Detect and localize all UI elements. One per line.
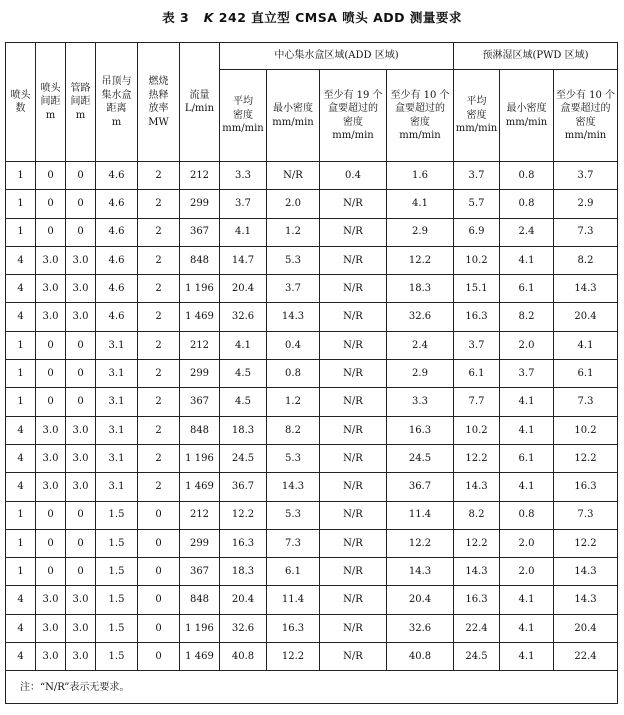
table-cell: N/R [320, 473, 387, 501]
table-cell: N/R [320, 444, 387, 472]
table-cell: N/R [320, 643, 387, 671]
table-cell: 16.3 [220, 529, 267, 557]
table-cell: 2.0 [500, 558, 554, 586]
table-cell: 12.2 [454, 444, 500, 472]
table-cell: 1 196 [180, 614, 220, 642]
table-cell: 4.6 [96, 162, 138, 190]
table-cell: 14.3 [554, 586, 618, 614]
table-cell: 4.6 [96, 246, 138, 274]
table-cell: 20.4 [554, 614, 618, 642]
table-cell: 0 [36, 190, 66, 218]
table-cell: 20.4 [387, 586, 454, 614]
table-cell: 6.1 [554, 360, 618, 388]
table-cell: 1 [6, 529, 36, 557]
table-cell: 0 [36, 162, 66, 190]
table-cell: 3.1 [96, 331, 138, 359]
table-cell: N/R [320, 275, 387, 303]
table-cell: 1.5 [96, 586, 138, 614]
table-cell: N/R [320, 388, 387, 416]
table-cell: 0 [138, 614, 180, 642]
table-cell: 3.0 [66, 246, 96, 274]
table-cell: 848 [180, 246, 220, 274]
table-cell: 4 [6, 275, 36, 303]
table-cell: 2.9 [387, 218, 454, 246]
table-row [6, 529, 618, 557]
table-title-text: 242 直立型 CMSA 喷头 ADD 测量要求 [218, 10, 462, 25]
table-cell: 2 [138, 331, 180, 359]
header-pwd-average: 平均 密度 mm/min [454, 70, 500, 162]
table-cell: 20.4 [220, 586, 267, 614]
table-cell: 14.3 [454, 473, 500, 501]
table-cell: 212 [180, 162, 220, 190]
table-cell: 0 [36, 558, 66, 586]
table-note: 注：“N/R”表示无要求。 [6, 671, 618, 704]
table-row [6, 218, 618, 246]
table-cell: 15.1 [454, 275, 500, 303]
table-cell: 1 [6, 360, 36, 388]
table-cell: 3.0 [36, 586, 66, 614]
header-pwd-10-boxes: 至少有 10 个 盒要超过的 密度 mm/min [554, 70, 618, 162]
table-cell: 1 [6, 162, 36, 190]
table-cell: 40.8 [387, 643, 454, 671]
table-cell: 8.2 [454, 501, 500, 529]
table-cell: 4.5 [220, 360, 267, 388]
table-cell: 4 [6, 473, 36, 501]
table-cell: 0 [36, 501, 66, 529]
header-add-region: 中心集水盒区域(ADD 区域) [220, 43, 454, 70]
table-cell: N/R [320, 190, 387, 218]
table-cell: 2 [138, 275, 180, 303]
table-cell: 40.8 [220, 643, 267, 671]
table-cell: 1.5 [96, 558, 138, 586]
table-cell: 4.6 [96, 190, 138, 218]
table-row [6, 190, 618, 218]
table-cell: 0 [138, 558, 180, 586]
table-cell: 8.2 [500, 303, 554, 331]
table-cell: 14.3 [267, 473, 320, 501]
table-row [6, 162, 618, 190]
table-cell: 2 [138, 218, 180, 246]
table-cell: 0 [66, 558, 96, 586]
table-cell: 4.1 [500, 246, 554, 274]
table-cell: 3.3 [220, 162, 267, 190]
table-cell: 4.1 [220, 331, 267, 359]
table-cell: 10.2 [554, 416, 618, 444]
table-cell: 2.9 [387, 360, 454, 388]
table-cell: 3.0 [36, 303, 66, 331]
table-row [6, 558, 618, 586]
table-cell: 32.6 [220, 614, 267, 642]
table-cell: 2 [138, 473, 180, 501]
table-cell: 12.2 [387, 529, 454, 557]
table-cell: 0 [66, 529, 96, 557]
table-cell: 36.7 [387, 473, 454, 501]
header-nozzle-count: 喷头 数 [6, 43, 36, 162]
table-cell: N/R [320, 360, 387, 388]
table-cell: 6.1 [500, 275, 554, 303]
table-cell: 0 [66, 331, 96, 359]
table-cell: 0.4 [320, 162, 387, 190]
table-cell: 14.3 [267, 303, 320, 331]
table-row [6, 303, 618, 331]
table-cell: 0 [66, 388, 96, 416]
table-cell: 3.0 [66, 614, 96, 642]
table-cell: 0.8 [500, 190, 554, 218]
add-measurement-table [5, 42, 618, 704]
table-cell: 0.4 [267, 331, 320, 359]
table-cell: N/R [320, 416, 387, 444]
table-cell: 10.2 [454, 246, 500, 274]
table-cell: 1.6 [387, 162, 454, 190]
table-cell: 0 [36, 529, 66, 557]
table-cell: 14.3 [554, 275, 618, 303]
table-cell: 12.2 [220, 501, 267, 529]
table-cell: 16.3 [454, 586, 500, 614]
table-row [6, 416, 618, 444]
table-row [6, 388, 618, 416]
table-cell: 4.6 [96, 218, 138, 246]
table-cell: 1.2 [267, 388, 320, 416]
table-cell: 4.6 [96, 303, 138, 331]
table-cell: 0.8 [500, 162, 554, 190]
table-cell: 14.3 [454, 558, 500, 586]
table-row [6, 473, 618, 501]
table-cell: 0.8 [500, 501, 554, 529]
k-factor-symbol: K [203, 10, 214, 25]
table-cell: 12.2 [554, 444, 618, 472]
table-cell: N/R [320, 586, 387, 614]
table-cell: 848 [180, 586, 220, 614]
table-cell: 0 [138, 529, 180, 557]
table-cell: 1 [6, 190, 36, 218]
table-cell: 3.1 [96, 360, 138, 388]
table-cell: 12.2 [554, 529, 618, 557]
table-cell: 8.2 [267, 416, 320, 444]
table-cell: 4.1 [554, 331, 618, 359]
table-cell: 4.1 [500, 416, 554, 444]
table-cell: N/R [320, 529, 387, 557]
table-body [6, 162, 618, 671]
table-cell: 18.3 [220, 558, 267, 586]
header-add-average: 平均 密度 mm/min [220, 70, 267, 162]
table-cell: 2 [138, 162, 180, 190]
table-cell: 18.3 [387, 275, 454, 303]
table-row [6, 444, 618, 472]
table-cell: 0 [138, 586, 180, 614]
table-cell: 299 [180, 529, 220, 557]
table-cell: 3.0 [36, 275, 66, 303]
table-cell: 1 [6, 558, 36, 586]
table-cell: 4.1 [387, 190, 454, 218]
table-cell: 7.3 [267, 529, 320, 557]
table-cell: 1.5 [96, 501, 138, 529]
table-cell: 24.5 [387, 444, 454, 472]
table-cell: 0 [36, 388, 66, 416]
table-cell: 4 [6, 246, 36, 274]
table-cell: 3.7 [220, 190, 267, 218]
table-cell: 3.7 [500, 360, 554, 388]
table-cell: N/R [320, 501, 387, 529]
table-cell: 0 [66, 501, 96, 529]
table-cell: 0 [36, 218, 66, 246]
table-cell: 299 [180, 360, 220, 388]
table-row [6, 501, 618, 529]
table-cell: 3.0 [36, 614, 66, 642]
table-cell: 1 [6, 331, 36, 359]
table-cell: 4.1 [220, 218, 267, 246]
table-cell: 4.1 [500, 586, 554, 614]
table-cell: 32.6 [387, 303, 454, 331]
table-cell: 2.0 [267, 190, 320, 218]
table-cell: 2.4 [387, 331, 454, 359]
table-cell: 32.6 [220, 303, 267, 331]
table-cell: 1 [6, 388, 36, 416]
table-cell: 212 [180, 331, 220, 359]
table-cell: 36.7 [220, 473, 267, 501]
table-cell: 14.3 [554, 558, 618, 586]
table-row [6, 246, 618, 274]
header-pwd-region: 预淋湿区域(PWD 区域) [454, 43, 618, 70]
table-cell: 0 [66, 162, 96, 190]
table-cell: 0 [66, 190, 96, 218]
table-cell: 1 [6, 218, 36, 246]
table-row [6, 331, 618, 359]
table-cell: 1.2 [267, 218, 320, 246]
table-cell: 0 [36, 331, 66, 359]
table-cell: 0 [138, 643, 180, 671]
table-cell: 4 [6, 303, 36, 331]
table-cell: 3.1 [96, 473, 138, 501]
table-cell: 4.5 [220, 388, 267, 416]
table-cell: 1.5 [96, 614, 138, 642]
table-cell: 10.2 [454, 416, 500, 444]
table-cell: 6.1 [500, 444, 554, 472]
table-cell: 1 469 [180, 303, 220, 331]
table-row [6, 614, 618, 642]
table-cell: 4 [6, 614, 36, 642]
table-cell: 12.2 [267, 643, 320, 671]
table-title [0, 8, 624, 26]
table-cell: 4.1 [500, 473, 554, 501]
table-cell: N/R [320, 303, 387, 331]
table-row [6, 643, 618, 671]
table-cell: 4.1 [500, 614, 554, 642]
table-cell: 367 [180, 558, 220, 586]
table-cell: 7.3 [554, 501, 618, 529]
table-cell: 2.4 [500, 218, 554, 246]
header-pwd-minimum: 最小密度 mm/min [500, 70, 554, 162]
table-cell: 4.6 [96, 275, 138, 303]
header-pipe-spacing: 管路 间距 m [66, 43, 96, 162]
table-cell: 3.1 [96, 444, 138, 472]
table-cell: 18.3 [220, 416, 267, 444]
table-cell: N/R [320, 331, 387, 359]
table-cell: 2 [138, 360, 180, 388]
table-cell: 5.3 [267, 246, 320, 274]
table-cell: 3.0 [36, 444, 66, 472]
table-cell: 20.4 [554, 303, 618, 331]
table-cell: 16.3 [387, 416, 454, 444]
table-cell: 3.0 [36, 416, 66, 444]
table-cell: 299 [180, 190, 220, 218]
table-cell: 0 [66, 360, 96, 388]
table-cell: 7.7 [454, 388, 500, 416]
table-cell: 2 [138, 416, 180, 444]
table-cell: 6.1 [454, 360, 500, 388]
table-cell: 32.6 [387, 614, 454, 642]
header-add-19-boxes: 至少有 19 个 盒要超过的 密度 mm/min [320, 70, 387, 162]
table-cell: 5.3 [267, 501, 320, 529]
table-row [6, 275, 618, 303]
table-cell: N/R [320, 246, 387, 274]
table-cell: 3.7 [554, 162, 618, 190]
table-cell: 5.7 [454, 190, 500, 218]
table-cell: 0 [66, 218, 96, 246]
table-cell: 24.5 [454, 643, 500, 671]
table-cell: 11.4 [267, 586, 320, 614]
table-cell: 3.0 [66, 303, 96, 331]
table-cell: 5.3 [267, 444, 320, 472]
table-cell: 3.7 [267, 275, 320, 303]
table-cell: 3.0 [66, 444, 96, 472]
table-cell: N/R [320, 218, 387, 246]
table-row [6, 586, 618, 614]
table-cell: 4 [6, 643, 36, 671]
table-cell: 212 [180, 501, 220, 529]
table-cell: 1 196 [180, 444, 220, 472]
table-cell: 4 [6, 586, 36, 614]
table-cell: 1 469 [180, 473, 220, 501]
table-cell: 1 469 [180, 643, 220, 671]
table-cell: 1 [6, 501, 36, 529]
table-cell: 3.1 [96, 388, 138, 416]
table-cell: N/R [320, 558, 387, 586]
table-cell: N/R [320, 614, 387, 642]
header-flow: 流量 L/min [180, 43, 220, 162]
table-cell: 3.0 [66, 416, 96, 444]
table-cell: 2.0 [500, 529, 554, 557]
table-cell: 2.9 [554, 190, 618, 218]
header-add-minimum: 最小密度 mm/min [267, 70, 320, 162]
table-cell: 1.5 [96, 529, 138, 557]
table-cell: 2 [138, 388, 180, 416]
table-cell: 848 [180, 416, 220, 444]
table-cell: 16.3 [454, 303, 500, 331]
table-cell: 4 [6, 416, 36, 444]
header-heat-release: 燃烧 热释 放率 MW [138, 43, 180, 162]
table-cell: 1.5 [96, 643, 138, 671]
table-cell: 2 [138, 190, 180, 218]
table-cell: 0.8 [267, 360, 320, 388]
table-cell: 3.0 [66, 275, 96, 303]
table-cell: 24.5 [220, 444, 267, 472]
table-cell: 3.0 [66, 586, 96, 614]
table-cell: 367 [180, 388, 220, 416]
table-cell: 367 [180, 218, 220, 246]
table-cell: 3.0 [36, 643, 66, 671]
table-cell: 6.1 [267, 558, 320, 586]
table-number: 表 3 [162, 10, 190, 25]
table-cell: 1 196 [180, 275, 220, 303]
table-cell: 22.4 [454, 614, 500, 642]
table-cell: 7.3 [554, 388, 618, 416]
table-cell: 2 [138, 246, 180, 274]
table-cell: 7.3 [554, 218, 618, 246]
table-cell: 3.3 [387, 388, 454, 416]
table-cell: 0 [138, 501, 180, 529]
table-cell: 16.3 [554, 473, 618, 501]
table-cell: 3.1 [96, 416, 138, 444]
header-ceiling-distance: 吊顶与 集水盒 距离 m [96, 43, 138, 162]
table-row [6, 360, 618, 388]
table-cell: 3.0 [36, 473, 66, 501]
table-cell: 14.3 [387, 558, 454, 586]
table-cell: 14.7 [220, 246, 267, 274]
table-cell: 12.2 [454, 529, 500, 557]
table-cell: 2 [138, 444, 180, 472]
table-cell: 16.3 [267, 614, 320, 642]
table-cell: 3.7 [454, 162, 500, 190]
table-cell: 3.0 [66, 473, 96, 501]
header-nozzle-spacing: 喷头 间距 m [36, 43, 66, 162]
table-cell: 11.4 [387, 501, 454, 529]
table-cell: 22.4 [554, 643, 618, 671]
table-cell: 3.7 [454, 331, 500, 359]
table-cell: 2 [138, 303, 180, 331]
table-cell: 4.1 [500, 643, 554, 671]
table-cell: 3.0 [36, 246, 66, 274]
header-add-10-boxes: 至少有 10 个 盒要超过的 密度 mm/min [387, 70, 454, 162]
table-cell: 12.2 [387, 246, 454, 274]
table-cell: 8.2 [554, 246, 618, 274]
table-cell: 4 [6, 444, 36, 472]
table-cell: N/R [267, 162, 320, 190]
table-cell: 0 [36, 360, 66, 388]
table-cell: 4.1 [500, 388, 554, 416]
table-cell: 6.9 [454, 218, 500, 246]
table-cell: 2.0 [500, 331, 554, 359]
table-cell: 3.0 [66, 643, 96, 671]
table-cell: 20.4 [220, 275, 267, 303]
